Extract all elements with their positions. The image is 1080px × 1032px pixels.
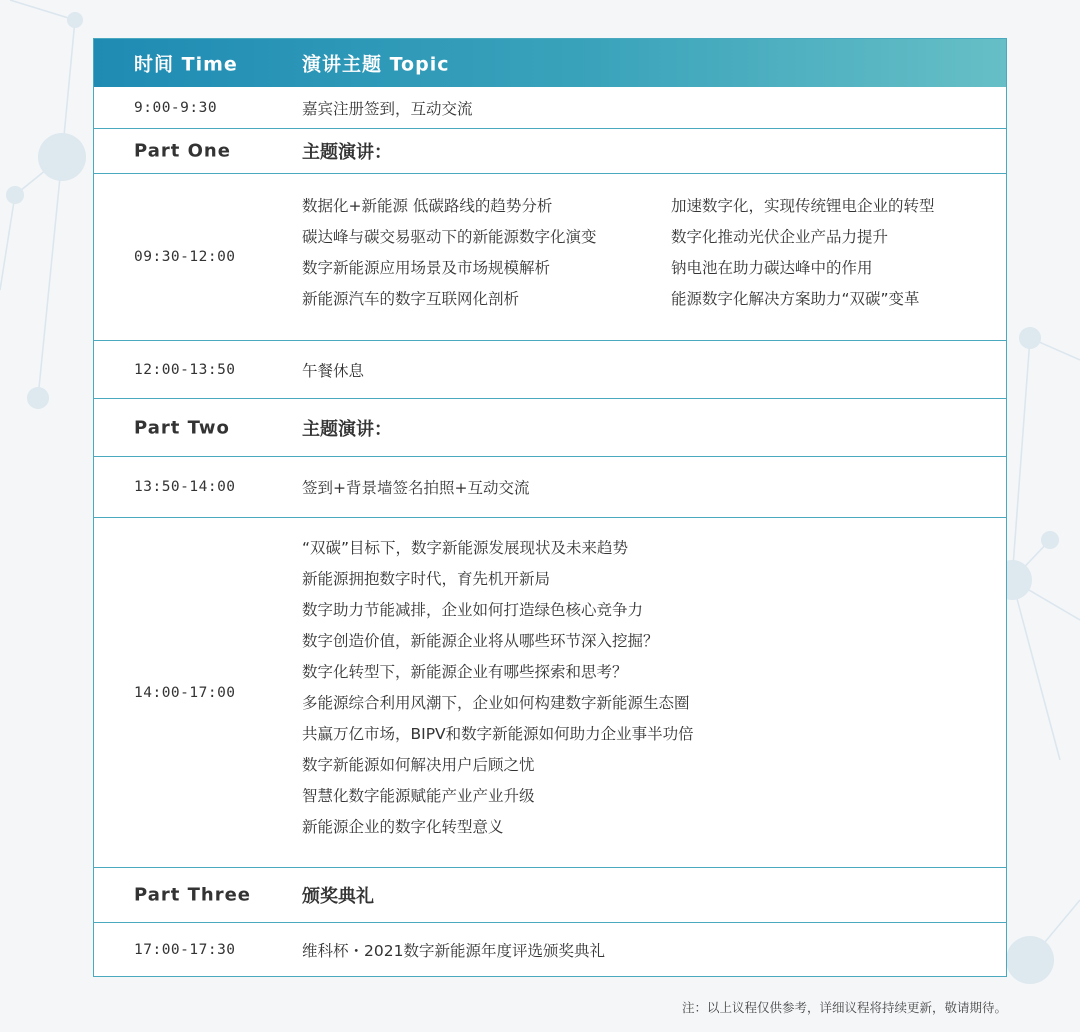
list-item: 碳达峰与碳交易驱动下的新能源数字化演变 (302, 228, 597, 246)
row-time: 12:00-13:50 (134, 361, 236, 378)
list-item: 钠电池在助力碳达峰中的作用 (671, 259, 873, 277)
list-item: 多能源综合利用风潮下，企业如何构建数字新能源生态圈 (302, 694, 690, 712)
part-label: Part One (134, 140, 231, 162)
section-row (94, 129, 1006, 174)
part-label: Part Two (134, 417, 230, 438)
list-item: 新能源拥抱数字时代，育先机开新局 (302, 570, 551, 588)
list-item: “双碳”目标下，数字新能源发展现状及未来趋势 (302, 539, 629, 557)
list-item: 加速数字化，实现传统锂电企业的转型 (671, 197, 935, 215)
table-row (94, 457, 1006, 518)
row-topic: 维科杯・2021数字新能源年度评选颁奖典礼 (302, 941, 605, 960)
topic-list (302, 533, 694, 843)
list-item: 数字化推动光伏企业产品力提升 (671, 228, 889, 246)
section-row (94, 868, 1006, 923)
list-item: 能源数字化解决方案助力“双碳”变革 (671, 290, 920, 308)
list-item: 数字化转型下，新能源企业有哪些探索和思考？ (302, 663, 628, 681)
list-item: 共赢万亿市场，BIPV和数字新能源如何助力企业事半功倍 (302, 725, 694, 743)
section-row (94, 399, 1006, 457)
table-row (94, 87, 1006, 129)
header-topic: 演讲主题 Topic (302, 53, 450, 76)
row-time: 14:00-17:00 (134, 684, 236, 701)
list-item: 数字新能源应用场景及市场规模解析 (302, 259, 551, 277)
list-item: 新能源汽车的数字互联网化剖析 (302, 290, 520, 308)
agenda-table (93, 38, 1007, 977)
list-item: 数据化+新能源 低碳路线的趋势分析 (302, 197, 553, 215)
topic-list-left (302, 191, 597, 315)
row-time: 17:00-17:30 (134, 941, 236, 958)
row-topic: 午餐休息 (302, 361, 365, 380)
header-time: 时间 Time (134, 53, 238, 76)
table-row (94, 341, 1006, 399)
table-row (94, 518, 1006, 868)
row-time: 09:30-12:00 (134, 249, 236, 265)
part-label: Part Three (134, 884, 251, 906)
part-title: 主题演讲： (302, 418, 392, 440)
list-item: 数字助力节能减排，企业如何打造绿色核心竞争力 (302, 601, 644, 619)
list-item: 新能源企业的数字化转型意义 (302, 818, 504, 836)
list-item: 数字新能源如何解决用户后顾之忧 (302, 756, 535, 774)
table-row (94, 174, 1006, 341)
row-time: 9:00-9:30 (134, 99, 218, 116)
table-row (94, 923, 1006, 976)
part-title: 颁奖典礼 (302, 886, 374, 907)
row-topic: 签到+背景墙签名拍照+互动交流 (302, 479, 530, 497)
footnote: 注：以上议程仅供参考，详细议程将持续更新，敬请期待。 (681, 1000, 1007, 1015)
part-title: 主题演讲： (302, 142, 392, 163)
row-time: 13:50-14:00 (134, 479, 236, 495)
list-item: 智慧化数字能源赋能产业产业升级 (302, 787, 535, 805)
table-header (94, 39, 1006, 87)
topic-list-right (671, 191, 935, 315)
list-item: 数字创造价值，新能源企业将从哪些环节深入挖掘？ (302, 632, 659, 650)
row-topic: 嘉宾注册签到，互动交流 (302, 99, 473, 118)
